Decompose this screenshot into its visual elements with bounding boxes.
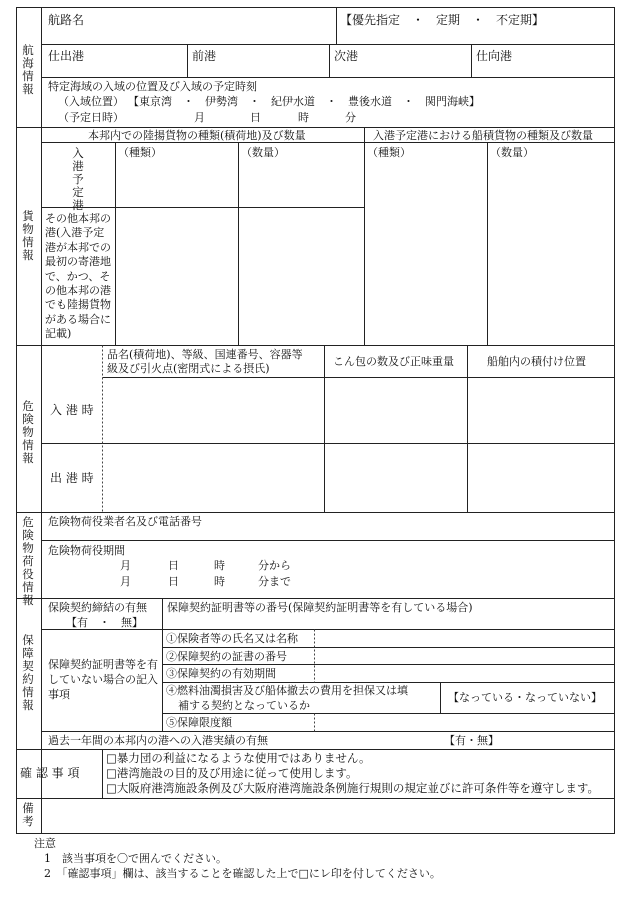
insurance-certificate-label: 保障契約証明書等の番号(保障契約証明書等を有している場合) (167, 601, 473, 614)
entry-port-label: 入港予定港 (72, 146, 84, 212)
handling-to-month: 月 (120, 575, 131, 588)
section-insurance-label: 保障契約情報 (22, 633, 34, 712)
onboard-qty-label: （数量） (490, 146, 534, 159)
domestic-cargo-header: 本邦内での陸揚貨物の種類(積荷地)及び数量 (88, 129, 306, 142)
notes-title: 注意 (34, 837, 56, 850)
handling-to-day: 日 (168, 575, 179, 588)
handling-period-label: 危険物荷役期間 (48, 544, 125, 557)
other-port-label: その他本邦の港(入港予定港が本邦での最初の寄港地で、かつ、その他本邦の港でも陸揚貨物がある場合に記載) (45, 212, 111, 341)
entry-day: 日 (250, 111, 261, 124)
handling-from-month: 月 (120, 559, 131, 572)
dangerous-exit-label: 出 港 時 (50, 471, 94, 485)
insurance-item4b: 補する契約となっているか (178, 699, 310, 712)
section-cargo-label: 貨物情報 (22, 209, 34, 262)
onboard-kind-label: （種類） (367, 146, 411, 159)
handling-to-hour: 時 (214, 575, 225, 588)
insurance-item1: ①保険者等の氏名又は名称 (166, 632, 298, 645)
note-2: 2 「確認事項」欄は、該当することを確認した上で□にレ印を付してください。 (44, 867, 441, 880)
insurance-item5: ⑤保障限度額 (166, 716, 232, 729)
insurance-contract-label: 保険契約締結の有無 (48, 601, 147, 614)
route-name-label: 航路名 (48, 13, 85, 27)
insurance-contract-options[interactable]: 【有 ・ 無】 (66, 616, 143, 629)
dangerous-col1b-header: 級及び引火点(密閉式による摂氏) (107, 362, 270, 375)
origin-port-label: 仕出港 (48, 49, 85, 63)
entry-hour: 時 (298, 111, 309, 124)
insurance-item4-options[interactable]: 【なっている・なっていない】 (448, 691, 602, 704)
handling-from-hour: 時 (214, 559, 225, 572)
insurance-no-cert-label: 保障契約証明書等を有していない場合の記入事項 (48, 658, 158, 701)
priority-options[interactable]: 【優先指定 ・ 定期 ・ 不定期】 (340, 13, 545, 27)
past-year-options[interactable]: 【有・無】 (444, 734, 499, 747)
entry-title: 特定海域の入域の位置及び入域の予定時刻 (48, 80, 257, 93)
onboard-cargo-header: 入港予定港における船積貨物の種類及び数量 (373, 129, 593, 142)
entry-position-options[interactable]: 【東京湾 ・ 伊勢湾 ・ 紀伊水道 ・ 豊後水道 ・ 関門海峡】 (128, 95, 480, 108)
section-navigation-label: 航海情報 (22, 43, 34, 96)
entry-position-label: （入域位置） (58, 95, 124, 108)
next-port-label: 次港 (334, 49, 359, 63)
section-confirm-label: 確 認 事 項 (20, 766, 80, 780)
dangerous-col1-header: 品名(積荷地)、等級、国連番号、容器等 (107, 348, 303, 361)
confirm-item-3[interactable]: □大阪府港湾施設条例及び大阪府港湾施設条例施行規則の規定並びに許可条件等を遵守します。 (106, 781, 599, 795)
handling-from-label: 分から (258, 559, 291, 572)
entry-minute: 分 (345, 111, 356, 124)
past-year-label: 過去一年間の本邦内の港への入港実績の有無 (48, 734, 268, 747)
section-handling-label: 危険物荷役情報 (22, 515, 34, 607)
section-remarks-label: 備考 (22, 801, 34, 828)
dangerous-entry-label: 入 港 時 (50, 403, 94, 417)
confirm-item-1[interactable]: □暴力団の利益になるような使用ではありません。 (106, 751, 371, 765)
handling-from-day: 日 (168, 559, 179, 572)
cargo-kind-label: （種類） (118, 146, 162, 159)
dest-port-label: 仕向港 (476, 49, 513, 63)
insurance-item3: ③保障契約の有効期間 (166, 667, 276, 680)
section-dangerous-label: 危険物情報 (22, 399, 34, 465)
prev-port-label: 前港 (192, 49, 217, 63)
note-1: 1 該当事項を〇で囲んでください。 (44, 852, 227, 865)
cargo-qty-label: （数量） (241, 146, 285, 159)
insurance-item2: ②保障契約の証書の番号 (166, 650, 287, 663)
confirm-item-2[interactable]: □港湾施設の目的及び用途に従って使用します。 (106, 766, 358, 780)
dangerous-col2-header: こん包の数及び正味重量 (333, 355, 454, 368)
handling-operator-label: 危険物荷役業者名及び電話番号 (48, 515, 202, 528)
entry-month: 月 (194, 111, 205, 124)
entry-time-label: （予定日時） (58, 111, 124, 124)
handling-to-label: 分まで (258, 575, 291, 588)
insurance-item4a: ④燃料油濁損害及び船体撤去の費用を担保又は填 (166, 684, 408, 697)
dangerous-col3-header: 船舶内の積付け位置 (487, 355, 586, 368)
